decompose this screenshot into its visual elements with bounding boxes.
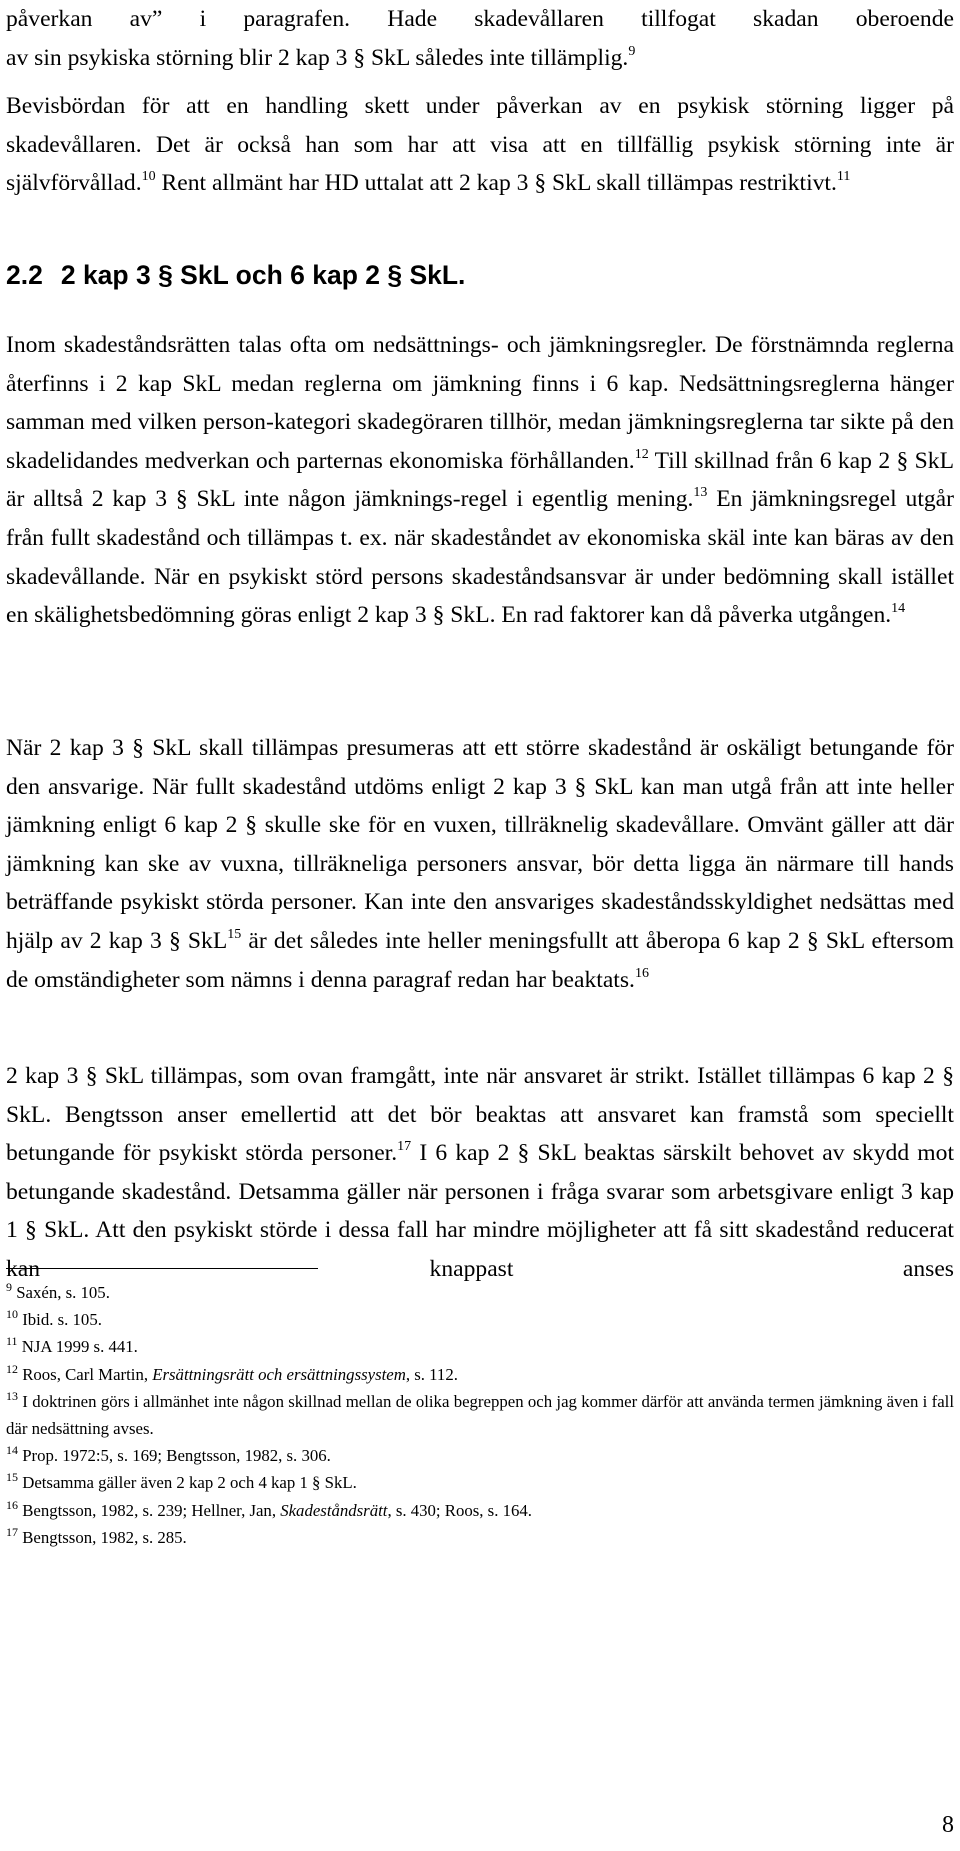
footnote-ref-14[interactable]: 14 bbox=[891, 601, 906, 617]
intro-line-1: påverkan av” i paragrafen. Hade skadevållaren tillfogat skadan oberoende bbox=[6, 6, 954, 32]
intro-paragraph bbox=[6, 0, 954, 77]
footnote-separator bbox=[6, 1268, 318, 1269]
footnote-17: $^{17}$ Bengtsson, 1982, s. 285. bbox=[6, 1524, 187, 1547]
footnote-13: $^{13}$ I doktrinen görs i allmänhet inte någon skillnad mellan de olika begreppen och jag kommer därför att använda termen jämkning även i fall där nedsättning avses. bbox=[6, 1388, 954, 1439]
footnote-ref-16[interactable]: 16 bbox=[634, 965, 649, 981]
footnote-14: $^{14}$ Prop. 1972:5, s. 169; Bengtsson, 1982, s. 306. bbox=[6, 1443, 331, 1466]
footnote-ref-12[interactable]: 12 bbox=[634, 446, 649, 462]
intro-line-2: av sin psykiska störning blir 2 kap 3 § SkL således inte tillämplig.$^9$ bbox=[6, 43, 636, 71]
footnote-16: $^{16}$ Bengtsson, 1982, s. 239; Hellner, Jan, Skadeståndsrätt, s. 430; Roos, s. 164. bbox=[6, 1497, 532, 1520]
paragraph-presumption: När 2 kap 3 § SkL skall tillämpas presumeras att ett större skadestånd är oskäligt betungande för den ansvarige. När fullt skadestånd utdöms enligt 2 kap 3 § SkL kan man utgå från att inte heller jämkning enligt 6 kap 2 § skulle ske för en vuxen, tillräknelig skadevållare. Omvänt gäller att där jämkning kan ske av vuxna, tillräkneliga personers ansvar, bör detta ligga än närmare till hands beträffande psykiskt störda personer. Kan inte den ansvariges skadeståndsskyldighet nedsättas med hjälp av 2 kap 3 § SkL$^{15}$ är det således inte heller meningsfullt att åberopa 6 kap 2 § SkL eftersom de omständigheter som nämns i denna paragraf redan har beaktats.$^{16}$ bbox=[6, 735, 955, 993]
footnote-11: $^{11}$ NJA 1999 s. 441. bbox=[6, 1334, 138, 1357]
footnote-ref-13[interactable]: 13 bbox=[693, 485, 708, 501]
footnote-ref-10[interactable]: 10 bbox=[141, 169, 156, 185]
footnote-15: $^{15}$ Detsamma gäller även 2 kap 2 och 4 kap 1 § SkL. bbox=[6, 1470, 357, 1493]
footnote-9: $^9$ Saxén, s. 105. bbox=[6, 1280, 110, 1302]
page-number: 8 bbox=[942, 1812, 954, 1838]
footnote-12: $^{12}$ Roos, Carl Martin, Ersättningsrätt och ersättningssystem, s. 112. bbox=[6, 1361, 458, 1384]
section-heading bbox=[6, 258, 954, 292]
footnotes bbox=[6, 1268, 954, 1551]
footnote-ref-17[interactable]: 17 bbox=[397, 1139, 412, 1155]
footnote-ref-11[interactable]: 11 bbox=[836, 169, 851, 185]
document-page bbox=[6, 0, 954, 1851]
paragraph-burden-of-proof: Bevisbördan för att en handling skett under påverkan av en psykisk störning ligger på skadevållaren. Det är också han som har att visa att en tillfällig psykisk störning inte är självförvållad.$^{10}$ Rent allmänt har HD uttalat att 2 kap 3 § SkL skall tillämpas restriktivt.$^{11}$ bbox=[6, 93, 954, 197]
section-number: 2.2 bbox=[6, 260, 43, 290]
paragraph-strict-liability: 2 kap 3 § SkL tillämpas, som ovan framgått, inte när ansvaret är strikt. Istället tillämpas 6 kap 2 § SkL. Bengtsson anser emellertid att det bör beaktas att ansvaret kan framstå som speciellt betungande för psykiskt störda personer.$^{17}$ I 6 kap 2 § SkL beaktas särskilt behovet av skydd mot betungande skadestånd. Detsamma gäller när personen i fråga svarar som arbetsgivare enligt 3 kap 1 § SkL. Att den psykiskt störde i dessa fall har mindre möjligheter att få sitt skadestånd reducerat kan knappast anses bbox=[6, 1063, 954, 1282]
section-title: 2 kap 3 § SkL och 6 kap 2 § SkL. bbox=[60, 260, 466, 290]
footnote-ref-9[interactable]: 9 bbox=[628, 43, 636, 59]
footnote-10: $^{10}$ Ibid. s. 105. bbox=[6, 1307, 102, 1330]
footnote-ref-15[interactable]: 15 bbox=[227, 926, 242, 942]
paragraph-reduction-rules: Inom skadeståndsrätten talas ofta om nedsättnings- och jämkningsregler. De förstnämnda reglerna återfinns i 2 kap SkL medan reglerna om jämkning finns i 6 kap. Nedsättningsreglerna hänger samman med vilken person-kategori skadegöraren tillhör, medan jämkningsreglerna tar sikte på den skadelidandes medverkan och parternas ekonomiska förhållanden.$^{12}$ Till skillnad från 6 kap 2 § SkL är alltså 2 kap 3 § SkL inte någon jämknings-regel i egentlig mening.$^{13}$ En jämkningsregel utgår från fullt skadestånd och tillämpas t. ex. när skadeståndet av ekonomiska skäl inte kan bäras av den skadevållande. När en psykiskt störd persons skadeståndsansvar är under bedömning skall istället en skälighetsbedömning göras enligt 2 kap 3 § SkL. En rad faktorer kan då påverka utgången.$^{14}$ bbox=[6, 332, 954, 629]
